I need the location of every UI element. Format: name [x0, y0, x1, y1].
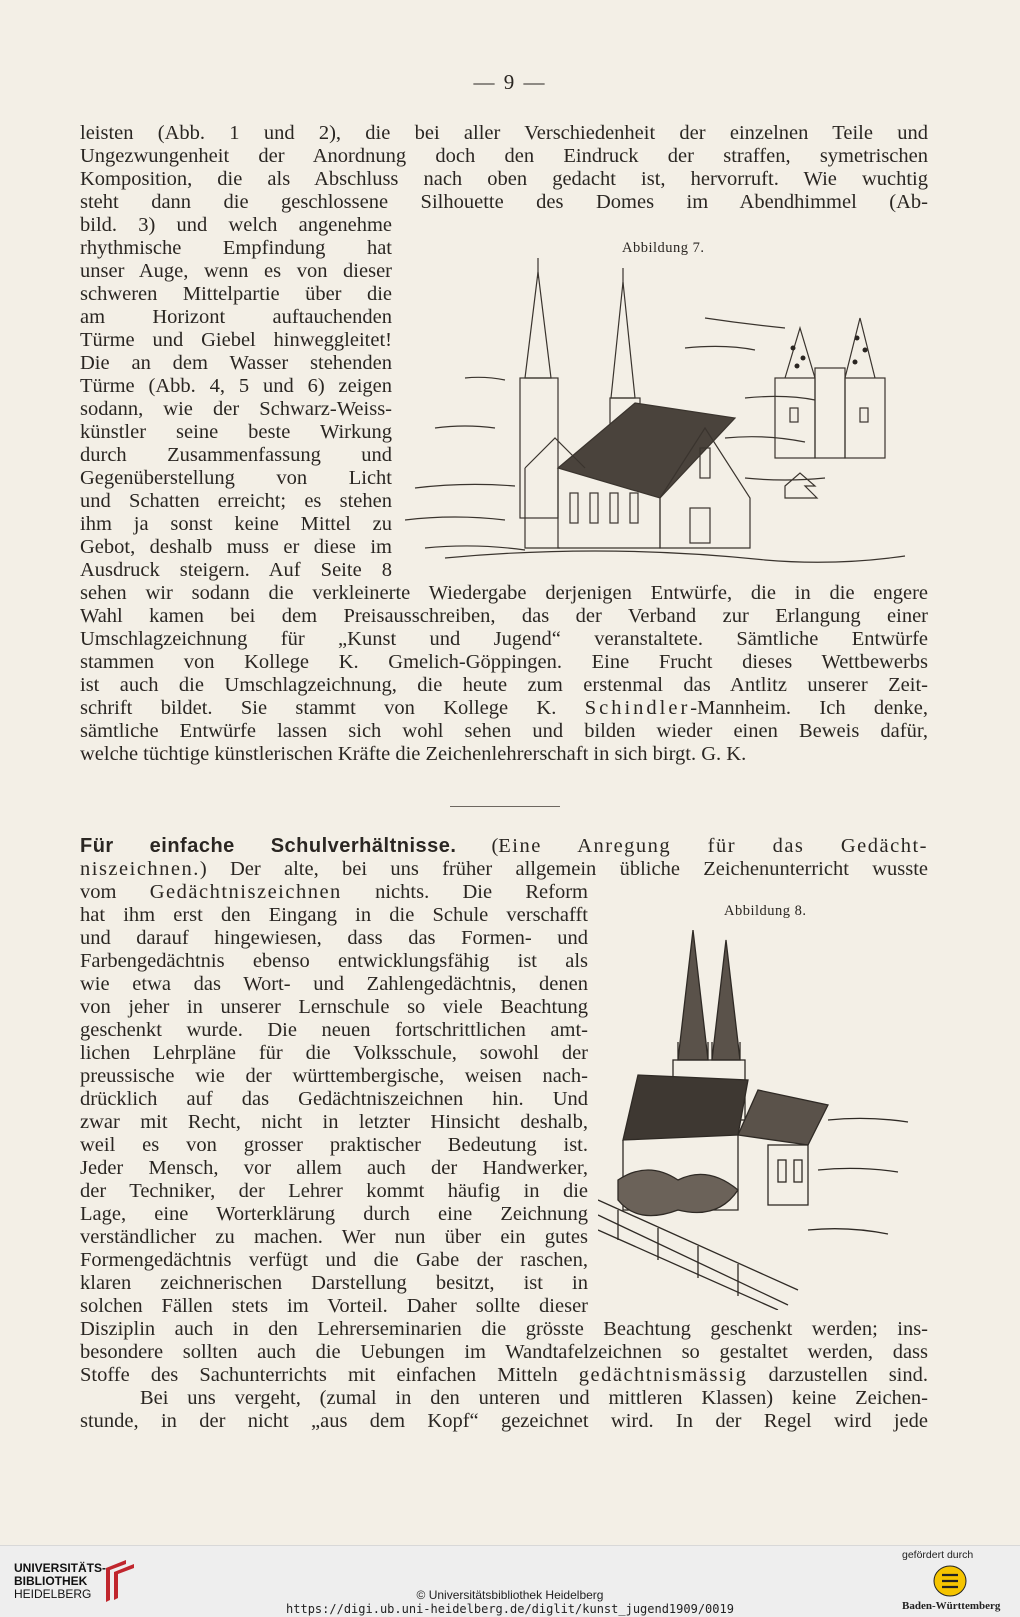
source-url[interactable]: https://digi.ub.uni-heidelberg.de/diglit/kunst_jugend1909/0019: [286, 1602, 734, 1616]
text-line: lichen Lehrpläne für die Volksschule, sowohl der: [80, 1042, 588, 1064]
text-line: Bei uns vergeht, (zumal in den unteren und mittleren Klassen) keine Zeichen-: [140, 1387, 928, 1409]
text-span: (: [456, 835, 499, 857]
text-span: -Mannheim. Ich denke,: [690, 697, 928, 719]
text-line: künstler seine beste Wirkung: [80, 421, 392, 443]
figure-8-caption: Abbildung 8.: [724, 903, 807, 919]
library-name-line: UNIVERSITÄTS-: [14, 1561, 107, 1575]
text-line: welche tüchtige künstlerischen Kräfte die Zeichenlehrerschaft in sich birgt. G. K.: [80, 743, 747, 765]
text-span: ) Der alte, bei uns früher allgemein übliche Zeichenunterricht wusste: [199, 858, 928, 880]
page-number: — 9 —: [473, 70, 547, 94]
text-line: klaren zeichnerischen Darstellung besitzt, ist in: [80, 1272, 588, 1294]
text-line: Türme (Abb. 4, 5 und 6) zeigen: [80, 375, 392, 397]
text-span: nichts. Die Reform: [341, 881, 588, 903]
text-line: geschenkt wurde. Die neuen fortschrittlichen amt-: [80, 1019, 588, 1041]
text-line: unser Auge, wenn es von dieser: [80, 260, 392, 282]
text-line: bild. 3) und welch angenehme: [80, 214, 392, 236]
text-line: drücklich auf das Gedächtniszeichnen hin. Und: [80, 1088, 588, 1110]
text-line: [80, 858, 928, 882]
text-span: niszeichnen.: [80, 858, 200, 880]
text-line: leisten (Abb. 1 und 2), die bei aller Verschiedenheit der einzelnen Teile und: [80, 122, 928, 144]
figure-7-church-drawing: [405, 258, 935, 578]
text-line: und darauf hingewiesen, dass das Formen- und: [80, 927, 588, 949]
text-span: Eine Anregung für das Gedächt-: [498, 835, 928, 857]
state-name: Baden-Württemberg: [902, 1600, 1001, 1612]
text-line: Umschlagzeichnung für „Kunst und Jugend“ veranstaltete. Sämtliche Entwürfe: [80, 628, 928, 650]
text-line: weil es von grosser praktischer Bedeutung ist.: [80, 1134, 588, 1156]
text-line: Ungezwungenheit der Anordnung doch den Eindruck der straffen, symetrischen: [80, 145, 928, 167]
text-line: solchen Fällen stets im Vorteil. Daher sollte dieser: [80, 1295, 588, 1317]
text-line: Die an dem Wasser stehenden: [80, 352, 392, 374]
text-line: Gebot, deshalb muss er diese im: [80, 536, 392, 558]
figure-7-caption: Abbildung 7.: [622, 240, 705, 256]
text-span: gedächtnismässig: [578, 1364, 748, 1386]
text-line: zwar mit Recht, nicht in letzter Hinsicht deshalb,: [80, 1111, 588, 1133]
text-line: preussische wie der württembergische, weisen nach-: [80, 1065, 588, 1087]
text-line: ist auch die Umschlagzeichnung, die heute zum erstenmal das Antlitz unserer Zeit-: [80, 674, 928, 696]
text-line: steht dann die geschlossene Silhouette des Domes im Abendhimmel (Ab-: [80, 191, 928, 213]
text-line: stammen von Kollege K. Gmelich-Göppingen. Eine Frucht dieses Wettbewerbs: [80, 651, 928, 673]
text-line: ihm ja sonst keine Mittel zu: [80, 513, 392, 535]
text-line: [80, 835, 928, 859]
funded-by-label: gefördert durch: [902, 1549, 974, 1561]
text-line: Formengedächtnis verfügt und die Gabe der raschen,: [80, 1249, 588, 1271]
text-span: darzustellen sind.: [747, 1364, 928, 1386]
author-name: Schindler: [584, 697, 691, 719]
text-line: sehen wir sodann die verkleinerte Wiedergabe derjenigen Entwürfe, die in die engere: [80, 582, 928, 604]
text-line: Türme und Giebel hinweggleitet!: [80, 329, 392, 351]
text-span: Stoffe des Sachunterrichts mit einfachen Mitteln: [80, 1364, 579, 1386]
text-span: Gedächtniszeichnen: [149, 881, 342, 903]
text-span: schrift bildet. Sie stammt von Kollege K.: [80, 697, 585, 719]
text-line: Disziplin auch in den Lehrerseminarien die grösste Beachtung geschenkt werden; ins-: [80, 1318, 928, 1340]
text-line: hat ihm erst den Eingang in die Schule verschafft: [80, 904, 588, 926]
text-line: sämtliche Entwürfe lassen sich wohl sehen und bilden wieder einen Beweis dafür,: [80, 720, 928, 742]
text-line: von jeher in unserer Lernschule so viele Beachtung: [80, 996, 588, 1018]
text-line: verständlicher zu machen. Wer nun über ein gutes: [80, 1226, 588, 1248]
text-line: stunde, in der nicht „aus dem Kopf“ gezeichnet wird. In der Regel wird jede: [80, 1410, 928, 1432]
text-line: Lage, eine Worterklärung durch eine Zeichnung: [80, 1203, 588, 1225]
figure-8-church-drawing: [598, 930, 928, 1310]
text-line: wie etwa das Wort- und Zahlengedächtnis, denen: [80, 973, 588, 995]
section-heading: Für einfache Schulverhältnisse.: [80, 835, 457, 857]
copyright-text: © Universitätsbibliothek Heidelberg: [416, 1588, 604, 1602]
text-line: der Techniker, der Lehrer kommt häufig in die: [80, 1180, 588, 1202]
text-line: am Horizont auftauchenden: [80, 306, 392, 328]
text-span: vom: [80, 881, 150, 903]
text-line: [80, 697, 928, 721]
text-line: Jeder Mensch, vor allem auch der Handwerker,: [80, 1157, 588, 1179]
footer-bar: [0, 1545, 1020, 1617]
text-line: schweren Mittelpartie über die: [80, 283, 392, 305]
library-name-line: HEIDELBERG: [14, 1587, 92, 1601]
text-line: rhythmische Empfindung hat: [80, 237, 392, 259]
text-line: und Schatten erreicht; es stehen: [80, 490, 392, 512]
text-line: Ausdruck steigern. Auf Seite 8: [80, 559, 392, 581]
text-line: [80, 881, 588, 905]
text-line: sodann, wie der Schwarz-Weiss-: [80, 398, 392, 420]
text-line: Wahl kamen bei dem Preisausschreiben, das der Verband zur Erlangung einer: [80, 605, 928, 627]
library-name-line: BIBLIOTHEK: [14, 1574, 88, 1588]
text-line: durch Zusammenfassung und: [80, 444, 392, 466]
text-line: [80, 1364, 928, 1388]
state-coat-of-arms-icon: [932, 1564, 968, 1598]
text-line: Gegenüberstellung von Licht: [80, 467, 392, 489]
text-line: besondere sollten auch die Uebungen im Wandtafelzeichnen so gestaltet werden, dass: [80, 1341, 928, 1363]
text-line: Komposition, die als Abschluss nach oben gedacht ist, hervorruft. Wie wuchtig: [80, 168, 928, 190]
section-separator: [450, 806, 560, 807]
text-line: Farbengedächtnis ebenso entwicklungsfähig ist als: [80, 950, 588, 972]
